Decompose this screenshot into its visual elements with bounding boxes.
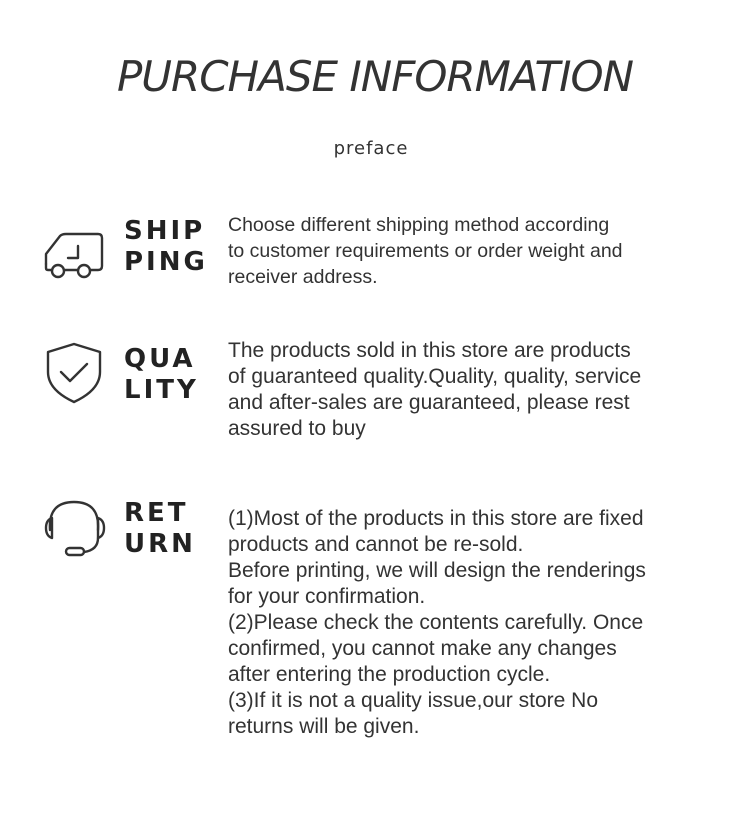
quality-label-line-2: LITY (124, 375, 199, 405)
shipping-text-line: to customer requirements or order weight and (228, 240, 623, 262)
quality-label-line-1: QUA (124, 344, 196, 374)
return-text-line: Before printing, we will design the renderings (228, 559, 646, 582)
shipping-text-line: receiver address. (228, 266, 378, 288)
shipping-text-line: Choose different shipping method according (228, 214, 610, 236)
return-text-line: (1)Most of the products in this store are fixed (228, 507, 644, 530)
return-text-line: products and cannot be re-sold. (228, 533, 524, 556)
shipping-label-line-2: PING (124, 247, 208, 277)
shipping-description (228, 212, 738, 290)
return-text-line: after entering the production cycle. (228, 663, 551, 686)
headset-icon (40, 496, 108, 564)
return-label (124, 498, 196, 560)
page-subtitle: preface (333, 138, 409, 159)
quality-description (228, 338, 738, 442)
return-description (228, 506, 738, 740)
return-text-line: for your confirmation. (228, 585, 426, 608)
shipping-label-line-1: SHIP (124, 216, 206, 246)
return-text-line: returns will be given. (228, 715, 420, 738)
quality-text-line: assured to buy (228, 417, 366, 440)
quality-text-line: of guaranteed quality.Quality, quality, service (228, 365, 642, 388)
truck-icon (40, 220, 108, 288)
quality-text-line: and after-sales are guaranteed, please rest (228, 391, 630, 414)
return-text-line: confirmed, you cannot make any changes (228, 637, 617, 660)
return-label-line-2: URN (124, 529, 196, 559)
quality-label (124, 344, 199, 406)
return-label-line-1: RET (124, 498, 189, 528)
shield-check-icon (40, 338, 108, 406)
quality-text-line: The products sold in this store are products (228, 339, 631, 362)
return-text-line: (2)Please check the contents carefully. Once (228, 611, 644, 634)
page-title: PURCHASE INFORMATION (116, 52, 634, 101)
return-text-line: (3)If it is not a quality issue,our store No (228, 689, 598, 712)
shipping-label (124, 216, 208, 278)
